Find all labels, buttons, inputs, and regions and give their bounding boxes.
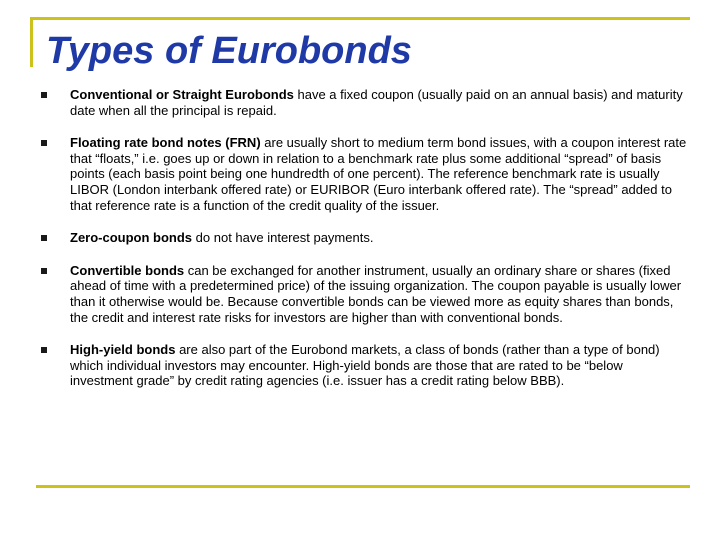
square-bullet-icon [41, 140, 47, 146]
bullet-item-frn [38, 135, 688, 213]
square-bullet-icon [41, 347, 47, 353]
bullet-term: High-yield bonds [70, 342, 176, 358]
bullet-list [38, 87, 688, 406]
bullet-text: have a fixed coupon (usually paid on an annual basis) and maturity date when all the principal is repaid. [70, 87, 683, 118]
bullet-term: Conventional or Straight Eurobonds [70, 87, 294, 102]
square-bullet-icon [41, 235, 47, 241]
left-rule [30, 17, 33, 67]
square-bullet-icon [41, 268, 47, 274]
bullet-term: Zero-coupon bonds [70, 230, 193, 246]
bullet-item-zero-coupon [38, 230, 688, 246]
bullet-text: are also part of the Eurobond markets, a class of bonds (rather than a type of bond) which individual investors may encounter. High-yield bonds are those that are rated to be “below investment grade” by credit rating agencies (i.e. issuer has a credit rating below BBB). [70, 342, 660, 389]
bullet-item-conventional [38, 87, 688, 118]
square-bullet-icon [41, 92, 47, 98]
bullet-text: are usually short to medium term bond issues, with a coupon interest rate that “floats,” i.e. goes up or down in relation to a benchmark rate plus some additional “spread” of basis points (each basis point being one hundredth of one percent). The reference benchmark rate is usually LIBOR (London interbank offered rate) or EURIBOR (Euro interbank offered rate). The “spread” added to that reference rate is a function of the credit quality of the issuer. [70, 135, 687, 213]
slide-title: Types of Eurobonds [46, 30, 412, 72]
bullet-text: do not have interest payments. [192, 230, 374, 246]
bottom-rule [36, 485, 690, 488]
bullet-item-high-yield [38, 342, 688, 389]
top-rule [30, 17, 690, 20]
bullet-term: Convertible bonds [70, 262, 185, 278]
bullet-text: can be exchanged for another instrument, usually an ordinary share or shares (fixed ahead of time with a predetermined price) of the issuing organization. The coupon payable is usually lower than it otherwise would be. Because convertible bonds can be viewed more as equity shares than bonds, the credit and interest rate risks for investors are higher than with conventional bonds. [70, 262, 682, 325]
bullet-term: Floating rate bond notes (FRN) [70, 135, 261, 151]
bullet-item-convertible [38, 263, 688, 325]
